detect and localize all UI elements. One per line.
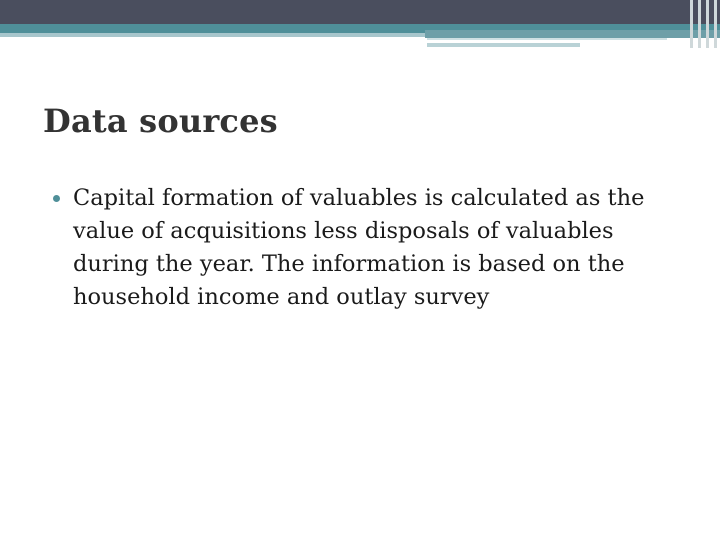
bullet-text: Capital formation of valuables is calculated as the value of acquisitions less disposals of valuables during the year. The information is based on the household income and outlay survey	[73, 185, 645, 310]
header-step-line	[427, 43, 580, 47]
bullet-item	[53, 182, 653, 314]
header-corner-stripes	[686, 0, 720, 48]
header-step-block	[425, 30, 720, 38]
bullet-list	[53, 182, 653, 314]
header-step-line	[427, 38, 667, 40]
header-light-band	[0, 33, 425, 37]
slide-title: Data sources	[43, 102, 278, 140]
header-dark-band	[0, 0, 720, 24]
bullet-icon	[53, 195, 60, 202]
